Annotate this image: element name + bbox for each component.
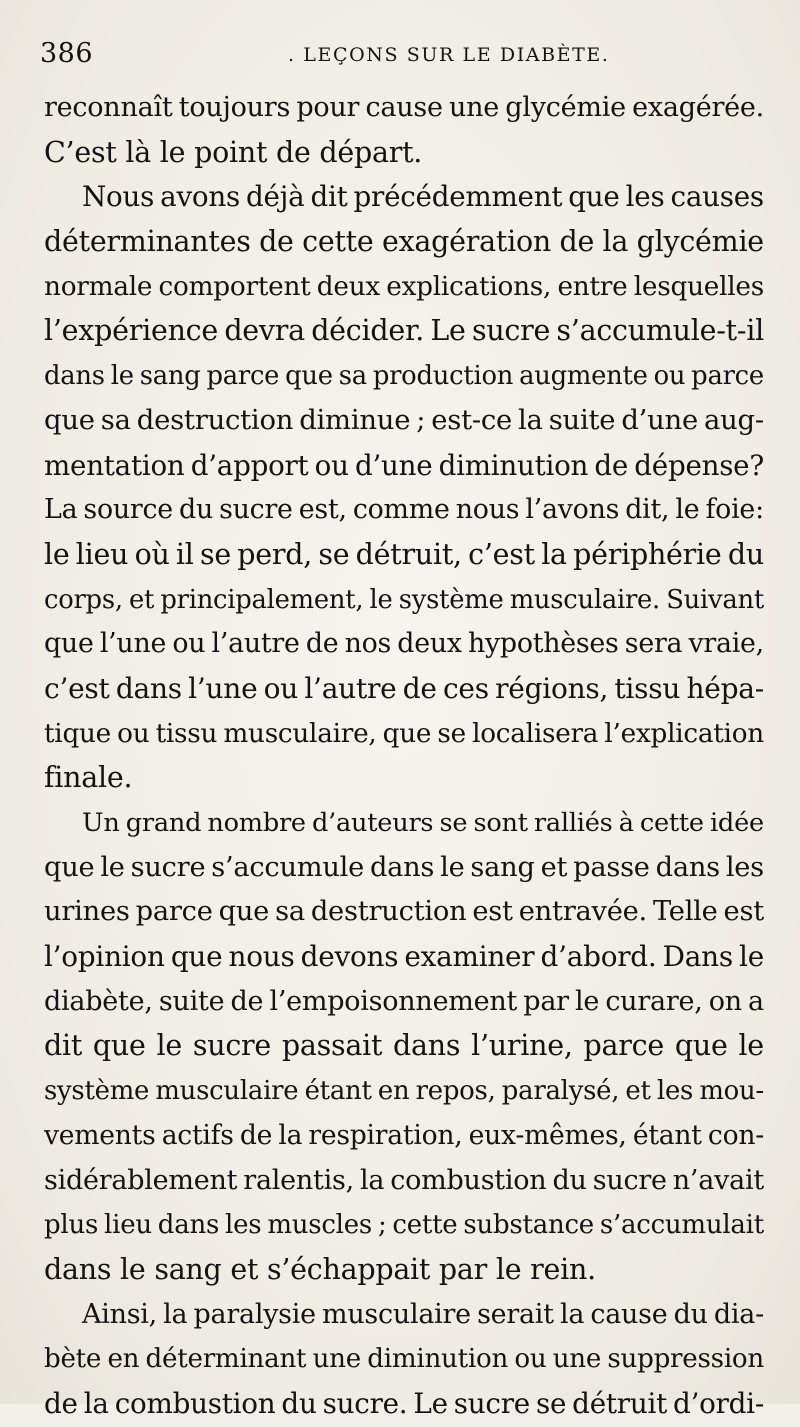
text-line: plus lieu dans les muscles ; cette substance s’accumulait <box>44 1210 764 1241</box>
text-line: l’expérience devra décider. Le sucre s’accumule-t-il <box>44 314 764 348</box>
text-line: déterminantes de cette exagération de la glycémie <box>44 225 764 259</box>
text-line: que l’une ou l’autre de nos deux hypothèses sera vraie, <box>44 628 764 660</box>
text-line: c’est dans l’une ou l’autre de ces régions, tissu hépa- <box>44 671 764 705</box>
text-line: mentation d’apport ou d’une diminution de dépense? <box>44 448 764 482</box>
text-line: reconnaît toujours pour cause une glycémie exagérée. <box>44 92 764 123</box>
text-line: dans le sang parce que sa production augmente ou parce <box>44 361 764 392</box>
text-line: que le sucre s’accumule dans le sang et passe dans les <box>44 851 764 883</box>
body-text <box>44 86 764 1427</box>
text-line: corps, et principalement, le système musculaire. Suivant <box>44 584 764 615</box>
text-line: Ainsi, la paralysie musculaire serait la cause du dia- <box>82 1298 764 1330</box>
text-line: La source du sucre est, comme nous l’avons dit, le foie: <box>44 494 764 526</box>
text-line: dit que le sucre passait dans l’urine, parce que le <box>44 1029 764 1063</box>
text-line: finale. <box>44 761 133 795</box>
text-line: sidérablement ralentis, la combustion du sucre n’avait <box>44 1164 764 1196</box>
text-line: bète en déterminant une diminution ou une suppression <box>44 1344 764 1375</box>
text-line: vements actifs de la respiration, eux-mêmes, étant con- <box>44 1119 764 1151</box>
text-line: urines parce que sa destruction est entravée. Telle est <box>44 896 764 928</box>
page-header <box>40 38 760 74</box>
text-line: l’opinion que nous devons examiner d’abord. Dans le <box>44 940 764 974</box>
text-line: normale comportent deux explications, entre lesquelles <box>44 271 764 302</box>
text-line: tique ou tissu musculaire, que se localisera l’explication <box>44 718 764 749</box>
text-line: que sa destruction diminue ; est-ce la suite d’une aug- <box>44 404 764 436</box>
text-line: Un grand nombre d’auteurs se sont ralliés à cette idée <box>82 808 764 838</box>
text-line: système musculaire étant en repos, paralysé, et les mou- <box>44 1076 764 1107</box>
page-number: 386 <box>40 38 94 69</box>
text-line: diabète, suite de l’empoisonnement par le curare, on a <box>44 985 764 1017</box>
text-line: le lieu où il se perd, se détruit, c’est la périphérie du <box>44 537 764 571</box>
text-line: C’est là le point de départ. <box>44 135 423 169</box>
running-head: . LEÇONS SUR LE DIABÈTE. <box>288 44 610 66</box>
text-line: Nous avons déjà dit précédemment que les causes <box>82 180 764 214</box>
text-line: dans le sang et s’échappait par le rein. <box>44 1252 596 1286</box>
text-line: de la combustion du sucre. Le sucre se détruit d’ordi- <box>44 1386 764 1420</box>
